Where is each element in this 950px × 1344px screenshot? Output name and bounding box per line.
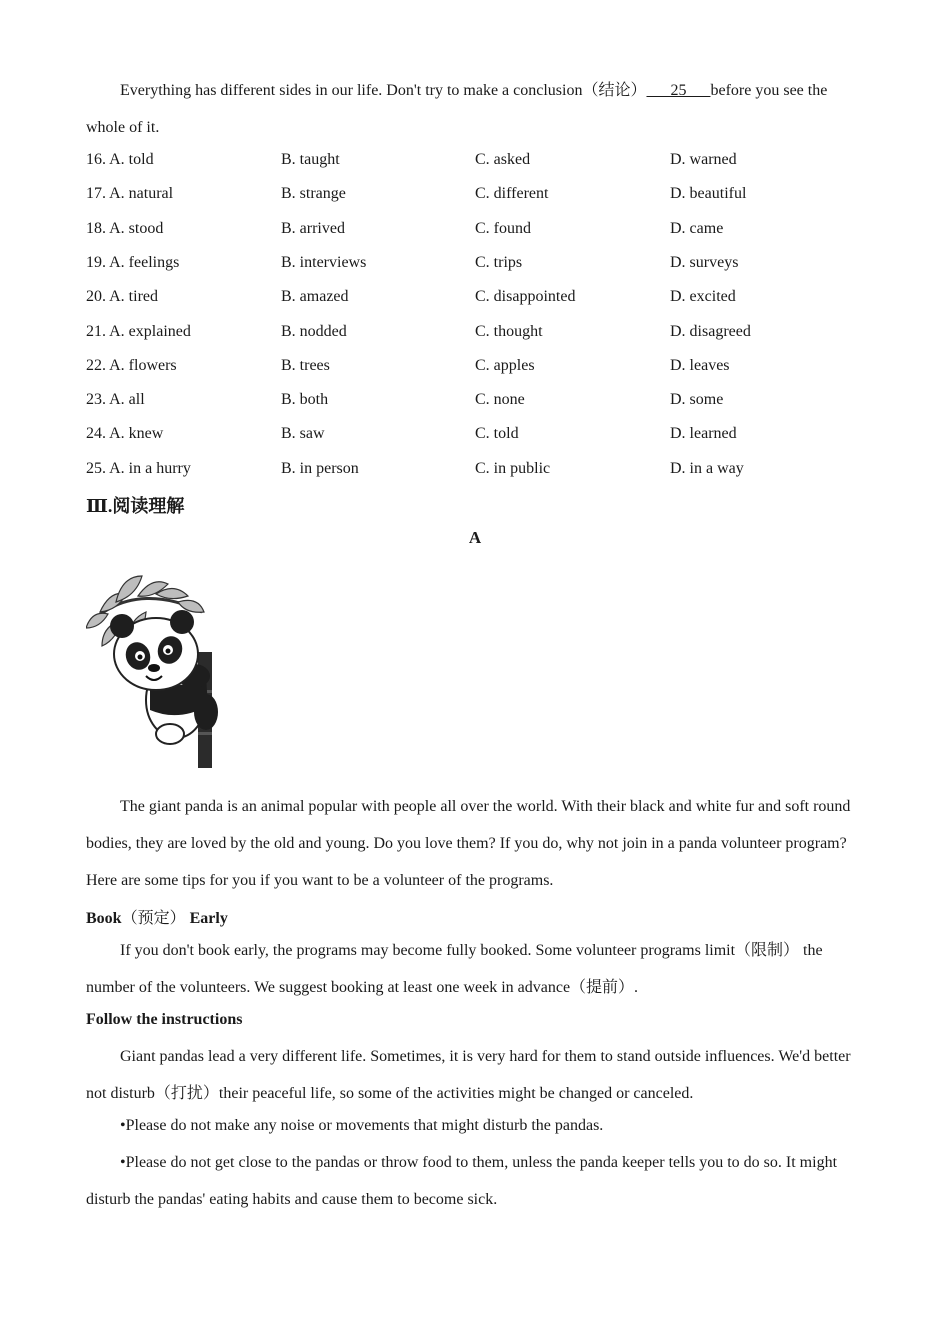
passage-label: A: [468, 528, 482, 547]
option-num: 23. A. all: [86, 391, 145, 409]
passage-paragraph-3: Giant pandas lead a very different life. Sometimes, it is very hard for them to stand outside influences. We'd better not disturb（打扰）their peaceful life, so some of the activities might be changed or canceled.: [86, 1048, 851, 1102]
intro-paragraph: [86, 72, 862, 146]
question-row: [86, 460, 862, 484]
option-d: D. some: [670, 391, 724, 409]
option-d: D. learned: [670, 425, 737, 443]
panda-illustration: [86, 572, 226, 768]
option-b: B. strange: [281, 185, 346, 203]
heading-follow-instructions: Follow the instructions: [86, 1011, 243, 1028]
option-b: B. both: [281, 391, 329, 409]
question-row: [86, 220, 862, 244]
option-d: D. came: [670, 219, 724, 237]
question-row: [86, 357, 862, 381]
passage-paragraph-1: The giant panda is an animal popular with people all over the world. With their black and white fur and soft round bodies, they are loved by the old and young. Do you love them? If you do, why not join in a panda volunteer program? Here are some tips for you if you want to be a volunteer of the programs.: [86, 798, 851, 889]
question-row: [86, 254, 862, 278]
question-row: [86, 288, 862, 312]
option-c: C. none: [475, 391, 525, 409]
option-c: C. apples: [475, 356, 535, 374]
heading-book-early: Book（预定） Early: [86, 910, 228, 927]
option-b: B. nodded: [281, 322, 347, 340]
passage-paragraph-2: If you don't book early, the programs may become fully booked. Some volunteer programs limit（限制） the number of the volunteers. We suggest booking at least one week in advance（提前）.: [86, 942, 823, 996]
option-b: B. amazed: [281, 288, 349, 306]
question-row: [86, 185, 862, 209]
option-d: D. leaves: [670, 356, 730, 374]
option-c: C. different: [475, 185, 549, 203]
option-b: B. taught: [281, 151, 340, 168]
option-c: C. asked: [475, 151, 531, 168]
bullet-1: •Please do not make any noise or movements that might disturb the pandas.: [120, 1117, 604, 1134]
option-d: D. beautiful: [670, 185, 747, 203]
intro-text: Everything has different sides in our life. Don't try to make a conclusion（结论）: [120, 82, 647, 99]
option-b: B. arrived: [281, 219, 345, 237]
panda-nose: [148, 664, 160, 672]
question-row: [86, 391, 862, 415]
option-c: C. trips: [475, 253, 523, 271]
option-c: C. told: [475, 425, 519, 443]
section-title: Ⅲ.阅读理解: [86, 496, 185, 516]
option-num: 17. A. natural: [86, 185, 174, 203]
option-c: C. thought: [475, 322, 543, 340]
option-num: 16. A. told: [86, 151, 154, 168]
option-d: D. surveys: [670, 253, 739, 271]
option-c: C. in public: [475, 459, 551, 477]
option-d: D. disagreed: [670, 322, 751, 340]
option-b: B. saw: [281, 425, 325, 443]
option-b: B. interviews: [281, 253, 367, 271]
option-c: C. found: [475, 219, 531, 237]
option-num: 22. A. flowers: [86, 356, 177, 374]
question-row: [86, 151, 862, 175]
intro-text-end: before you see the whole of it.: [86, 82, 828, 136]
option-d: D. warned: [670, 151, 737, 168]
panda-image: [86, 572, 226, 768]
option-d: D. in a way: [670, 459, 744, 477]
question-row: [86, 425, 862, 449]
option-c: C. disappointed: [475, 288, 576, 306]
question-row: [86, 323, 862, 347]
blank-25: 25: [646, 82, 711, 99]
option-num: 24. A. knew: [86, 425, 164, 443]
option-num: 18. A. stood: [86, 219, 164, 237]
option-b: B. in person: [281, 459, 359, 477]
option-b: B. trees: [281, 356, 330, 374]
option-num: 21. A. explained: [86, 322, 191, 340]
option-d: D. excited: [670, 288, 736, 306]
option-num: 19. A. feelings: [86, 253, 180, 271]
panda-ear-right: [170, 610, 194, 634]
bullet-2: •Please do not get close to the pandas or throw food to them, unless the panda keeper tells you to do so. It might disturb the pandas' eating habits and cause them to become sick.: [86, 1154, 838, 1208]
option-num: 25. A. in a hurry: [86, 459, 191, 477]
option-num: 20. A. tired: [86, 288, 158, 306]
panda-ear-left: [110, 614, 134, 638]
